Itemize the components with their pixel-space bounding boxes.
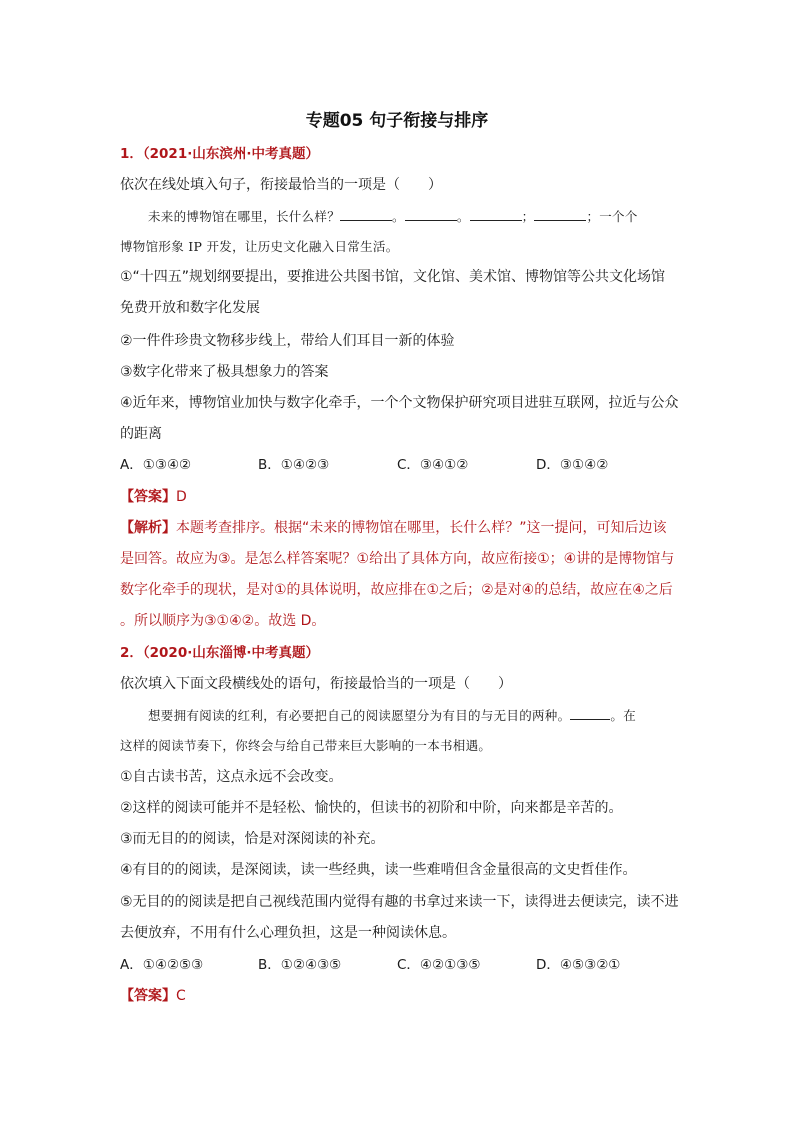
analysis-text: 本题考查排序。根据“未来的博物馆在哪里，长什么样？”这一提问，可知后边该	[176, 520, 667, 536]
passage-punct: ；	[521, 209, 535, 224]
question-1-answer	[120, 487, 680, 507]
question-2-passage-line-1	[148, 705, 680, 726]
passage-punct: ；一个个	[586, 209, 638, 224]
option-d: D．④⑤③②①	[536, 957, 621, 973]
question-1-passage-line-1	[148, 206, 680, 227]
question-2-item: ②这样的阅读可能并不是轻松、愉快的，但读书的初阶和中阶，向来都是辛苦的。	[120, 800, 623, 816]
answer-label: 【答案】	[120, 489, 176, 505]
analysis-label: 【解析】	[120, 520, 176, 536]
passage-text: 。在	[610, 708, 637, 723]
blank-4	[534, 206, 586, 221]
question-2-item: ③而无目的的阅读，恰是对深阅读的补充。	[120, 831, 385, 847]
option-c: C．④②①③⑤	[397, 957, 481, 973]
question-2-prompt: 依次填入下面文段横线处的语句，衔接最恰当的一项是（ ）	[120, 676, 512, 692]
option-d: D．③①④②	[536, 457, 609, 473]
question-2-answer	[120, 986, 680, 1006]
question-2-item: ⑤无目的的阅读是把自己视线范围内觉得有趣的书拿过来读一下，读得进去便读完，读不进	[120, 894, 679, 910]
question-1-item: ②一件件珍贵文物移步线上，带给人们耳目一新的体验	[120, 333, 455, 349]
blank-3	[470, 206, 522, 221]
answer-value: C	[176, 988, 186, 1004]
blank-1	[340, 206, 392, 221]
option-a: A．①④②⑤③	[120, 957, 204, 973]
option-b: B．①④②③	[258, 457, 330, 473]
question-1-item: ①“十四五”规划纲要提出，要推进公共图书馆，文化馆、美术馆、博物馆等公共文化场馆	[120, 269, 666, 285]
option-c: C．③④①②	[397, 457, 469, 473]
passage-punct: 。	[392, 209, 405, 224]
question-1-header: 1．（2021·山东滨州·中考真题）	[120, 146, 319, 162]
question-1-item: 免费开放和数字化发展	[120, 300, 260, 316]
question-1-item: ③数字化带来了极具想象力的答案	[120, 364, 329, 380]
answer-label: 【答案】	[120, 988, 176, 1004]
question-1-analysis-line-3: 数字化牵手的现状，是对①的具体说明，故应排在①之后；②是对④的总结，故应在④之后	[120, 582, 673, 598]
question-2-item: ④有目的的阅读，是深阅读，读一些经典，读一些难啃但含金量很高的文史哲佳作。	[120, 862, 637, 878]
question-2-item: 去便放弃，不用有什么心理负担，这是一种阅读休息。	[120, 925, 456, 941]
question-1-item: 的距离	[120, 426, 162, 442]
passage-text: 想要拥有阅读的红利，有必要把自己的阅读愿望分为有目的与无目的两种。	[148, 708, 571, 723]
question-1-prompt: 依次在线处填入句子，衔接最恰当的一项是（ ）	[120, 177, 442, 193]
question-2-header: 2．（2020·山东淄博·中考真题）	[120, 645, 319, 661]
question-1-analysis-line-1	[120, 518, 680, 538]
question-1-item: ④近年来，博物馆业加快与数字化牵手，一个个文物保护研究项目进驻互联网，拉近与公众	[120, 395, 679, 411]
question-1-analysis-line-4: 。所以顺序为③①④②。故选 D。	[120, 613, 326, 629]
page-title: 专题05 句子衔接与排序	[305, 111, 489, 131]
answer-value: D	[176, 489, 187, 505]
passage-punct: 。	[456, 209, 470, 224]
blank-2	[405, 206, 457, 221]
question-1-analysis-line-2: 是回答。故应为③。是怎么样答案呢？①给出了具体方向，故应衔接①；④讲的是博物馆与	[120, 551, 675, 567]
question-1-passage-line-2: 博物馆形象 IP 开发，让历史文化融入日常生活。	[120, 239, 399, 254]
passage-text: 未来的博物馆在哪里，长什么样？	[148, 209, 341, 224]
option-b: B．①②④③⑤	[258, 957, 342, 973]
blank-1	[570, 705, 610, 720]
question-2-item: ①自古读书苦，这点永远不会改变。	[120, 769, 343, 785]
question-2-passage-line-2: 这样的阅读节奏下，你终会与给自己带来巨大影响的一本书相遇。	[120, 738, 492, 753]
option-a: A．①③④②	[120, 457, 192, 473]
